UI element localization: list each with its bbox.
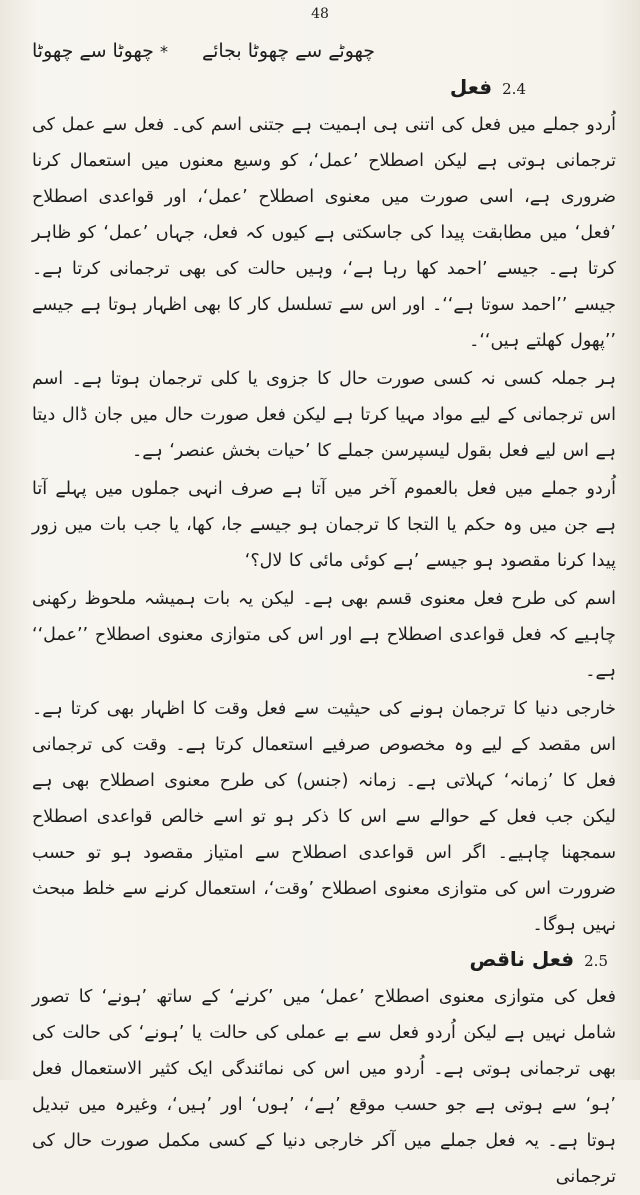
section-heading-fel-naqis bbox=[32, 943, 616, 977]
usage-note bbox=[32, 36, 602, 67]
paragraph: خارجی دنیا کا ترجمان ہونے کی حیثیت سے فعل وقت کا اظہار بھی کرتا ہے۔ اس مقصد کے لیے وہ مخصوص صرفیے استعمال کرتا ہے۔ وقت کی ترجمانی فعل کا ’زمانہ‘ کہلاتی ہے۔ زمانہ (جنس) کی طرح معنوی اصطلاح بھی ہے لیکن جب فعل کے حوالے سے اس کا ذکر ہو تو اسے خالص قواعدی اصطلاح سمجھنا چاہیے۔ اگر اس قواعدی اصطلاح سے امتیاز مقصود ہو تو حسب ضرورت اس کی متوازی معنوی اصطلاح ’وقت‘، استعمال کرنے سے خلط مبحث نہیں ہوگا۔ bbox=[32, 699, 616, 935]
section-number: 2.5 bbox=[584, 952, 608, 970]
paragraph: ہر جملہ کسی نہ کسی صورت حال کا جزوی یا کلی ترجمان ہوتا ہے۔ اسم اس ترجمانی کے لیے مواد مہیا کرتا ہے لیکن فعل صورت حال میں جان ڈال دیتا ہے اس لیے فعل بقول لیسپرسن جملے کا ’حیات بخش عنصر‘ ہے۔ bbox=[32, 369, 616, 461]
star-icon: * bbox=[159, 42, 168, 61]
paragraph: اُردو جملے میں فعل کی اتنی ہی اہمیت ہے جتنی اسم کی۔ فعل سے عمل کی ترجمانی ہوتی ہے لیکن اصطلاح ’عمل‘، کو وسیع معنوں میں استعمال کرنا ضروری ہے، اسی صورت میں معنوی اصطلاح ’عمل‘، اور قواعدی اصطلاح ’فعل‘ میں مطابقت پیدا کی جاسکتی ہے کیوں کہ فعل، جہاں ’عمل‘ کو ظاہر کرتا ہے۔ جیسے ’احمد کھا رہا ہے‘، وہیں حالت کی بھی ترجمانی کرتا ہے۔ جیسے ’’احمد سوتا ہے‘‘۔ اور اس سے تسلسل کار کا بھی اظہار ہوتا ہے جیسے ’’پھول کھلتے ہیں‘‘۔ bbox=[32, 115, 616, 351]
section-heading-fel bbox=[32, 71, 616, 105]
paragraph: اُردو جملے میں فعل بالعموم آخر میں آتا ہے صرف انہی جملوں میں پہلے آتا ہے جن میں وہ حکم یا التجا کا ترجمان ہو جیسے جا، کھا، یا جب بات میں زور پیدا کرنا مقصود ہو جیسے ’ہے کوئی مائی کا لال؟‘ bbox=[32, 479, 616, 571]
page-content bbox=[32, 36, 616, 1195]
page-number: 48 bbox=[311, 6, 329, 22]
section-number: 2.4 bbox=[502, 80, 526, 98]
note-phrase-b bbox=[32, 36, 168, 67]
section-title: فعل ناقص bbox=[469, 947, 575, 971]
section-title: فعل bbox=[449, 75, 493, 99]
note-phrase-a: چھوٹے سے چھوٹا بجائے bbox=[201, 40, 376, 62]
note-phrase-b-text: چھوٹا سے چھوٹا bbox=[32, 40, 154, 62]
paragraph: فعل کی متوازی معنوی اصطلاح ’عمل‘ میں ’کرنے‘ کے ساتھ ’ہونے‘ کا تصور شامل نہیں ہے لیکن اُردو فعل سے بے عملی کی حالت یا ’ہونے‘ کی حالت کی بھی ترجمانی ہوتی ہے۔ اُردو میں اس کی نمائندگی ایک کثیر الاستعمال فعل ’ہو‘ سے ہوتی ہے جو حسب موقع ’ہے‘، ’ہوں‘ اور ’ہیں‘، وغیرہ میں تبدیل ہوتا ہے۔ یہ فعل جملے میں آکر خارجی دنیا کے کسی مکمل صورت حال کی ترجمانی bbox=[32, 987, 616, 1187]
paragraph: اسم کی طرح فعل معنوی قسم بھی ہے۔ لیکن یہ بات ہمیشہ ملحوظ رکھنی چاہیے کہ فعل قواعدی اصطلاح ہے اور اس کی متوازی معنوی اصطلاح ’’عمل‘‘ ہے۔ bbox=[32, 589, 616, 681]
